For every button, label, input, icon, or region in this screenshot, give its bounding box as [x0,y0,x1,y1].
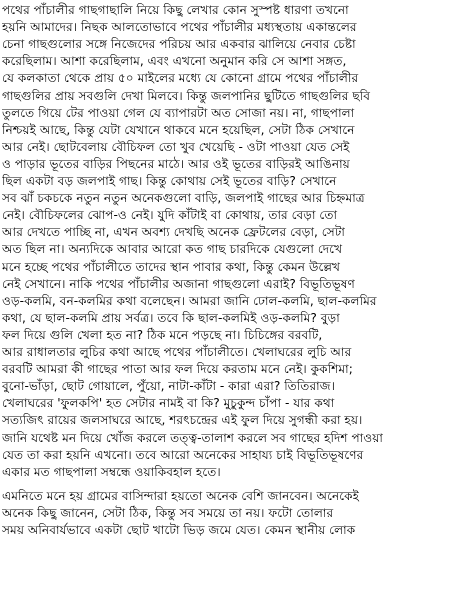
text-line: চেনা গাছগুলোর সঙ্গে নিজেদের পরিচয় আর একবার ঝালিয়ে নেবার চেষ্টা [2,37,356,52]
text-line: একার মত গাছপালা সম্বন্ধে ওয়াকিবহাল হতে। [2,464,221,479]
text-line: নেই। বৌচিফলের ঝোপ-ও নেই। যুদি কাঁটাই বা কোথায়, তার বেড়া তো [2,208,338,223]
text-line: হয়নি আমাদের। নিছক আলতোভাবে পথের পাঁচালীর মধ্যস্থতায় একান্তলের [2,20,357,35]
text-line: অত ছিল না। অন্যদিকে আবার আরো কত গাছ চারদিকে যেগুলো দেখে [2,242,343,257]
text-line: আর রাধালতার লুচির কথা আছে পথের পাঁচালীতে। খেলাঘরের লুচি আর [2,345,352,359]
text-line: ফল দিয়ে গুলি খেলা হত না? ঠিক মনে পড়ছে না। চিচিঙ্গের বরবটি, [2,327,323,342]
text-line: বরবটি আমরা কী গাছের পাতা আর ফল দিয়ে করতাম মনে নেই। কুকশিমা; [2,362,353,377]
text-line: বুনো-ভাঁড়া, ছোট গোয়ালে, পুঁয়ো, নাটা-কাঁটা - কারা এরা? তিতিরাজ। [2,379,335,394]
text-line: পথের পাঁচালীর গাছগাছালি নিয়ে কিছু লেখার কোন সুস্পষ্ট ধারণা তখনো [2,3,349,17]
text-line: আর দেখতে পাচ্ছি না, এখন অবশ্য দেখছি অনেক ফ্রেটলের বেড়া, সেটা [2,225,345,240]
text-line: খেলাঘরের 'ফুলকপি' হত সেটার নামই বা কি? মুচুকুন্দ চাঁপা - যার কথা [2,396,335,411]
text-line: ও পাড়ার ভূতের বাড়ির পিছনের মাঠে। আর ওই ভূতের বাড়িরই আঙিনায় [2,156,350,171]
text-line: এমনিতে মনে হয় গ্রামের বাসিন্দারা হয়তো অনেক বেশি জানবেন। অনেকেই [2,488,360,503]
text-line: সব ঝাঁ চকচকে নতুন নতুন অনেকগুলো বাড়ি, জলপাই গাছের আর চিহ্নমাত্র [2,191,365,206]
text-line: গাছগুলির প্রায় সবগুলি দেখা মিলবে। কিন্তু জলপানির ছুটিতে গাছগুলির ছবি [2,88,370,103]
text-line: তুলতে গিয়ে টের পাওয়া গেল যে ব্যাপারটা অত সোজা নয়। না, গাছপালা [2,105,355,120]
text-line: জানি যথেষ্ট মন দিয়ে খোঁজ করলে তত্ত্ব-তালাশ করলে সব গাছের হদিশ পাওয়া [2,430,383,445]
text-line: যে কলকাতা থেকে প্রায় ৫০ মাইলের মধ্যে যে কোনো গ্রামে পথের পাঁচালীর [2,71,359,86]
text-line: ছিল একটা বড় জলপাই গাছ। কিন্তু কোথায় সেই ভূতের বাড়ি? সেখানে [2,174,337,188]
text-line: নেই সেখানে। নাকি পথের পাঁচালীর অজানা গাছগুলো এরাই? বিভূতিভূষণ [2,276,355,291]
text-line: করেছিলাম। আশা করেছিলাম, এবং এখনো অনুমান করি সে আশা সঙ্গত, [2,54,347,69]
text-line: ওড়-কলমি, বন-কলমির কথা বলেছেন। আমরা জানি ঢোল-কলমি, ছাল-কলমির [2,293,377,308]
text-line: সত্যজিৎ রায়ের জলসাঘরে আছে, শরৎচন্দ্রের এই ফুল দিয়ে সুগন্ধী করা হয়। [2,413,363,428]
text-line: আর নেই। ছোটবেলায় বৌচিফল তো খুব খেয়েছি - ওটা পাওয়া যেত সেই [2,139,350,154]
text-line: নিশ্চয়ই আছে, কিন্তু যেটা যেখানে থাকবে মনে হয়েছিল, সেটা ঠিক সেখানে [2,122,355,137]
text-line: সময় অনিবার্যভাবে একটা ছোট খাটো ভিড় জমে যেত। কেমন স্থানীয় লোক [2,523,356,537]
text-line: যেত তা করা হয়নি এখনো। তবে আরো অনেকের সাহায্য চাই বিভূতিভূষণের [2,447,364,462]
text-line: কথা, যে ছাল-কলমি প্রায় সর্বত্র। তবে কি ছাল-কলমিই ওড়-কলমি? বুড়া [2,310,340,325]
text-line: মনে হচ্ছে পথের পাঁচালীতে তাদের স্থান পাবার কথা, কিন্তু কেমন উল্লেখ [2,259,341,274]
text-line: অনেক কিছু জানেন, সেটা ঠিক, কিন্তু সব সময়ে তা নয়। ফটো তোলার [2,505,334,520]
